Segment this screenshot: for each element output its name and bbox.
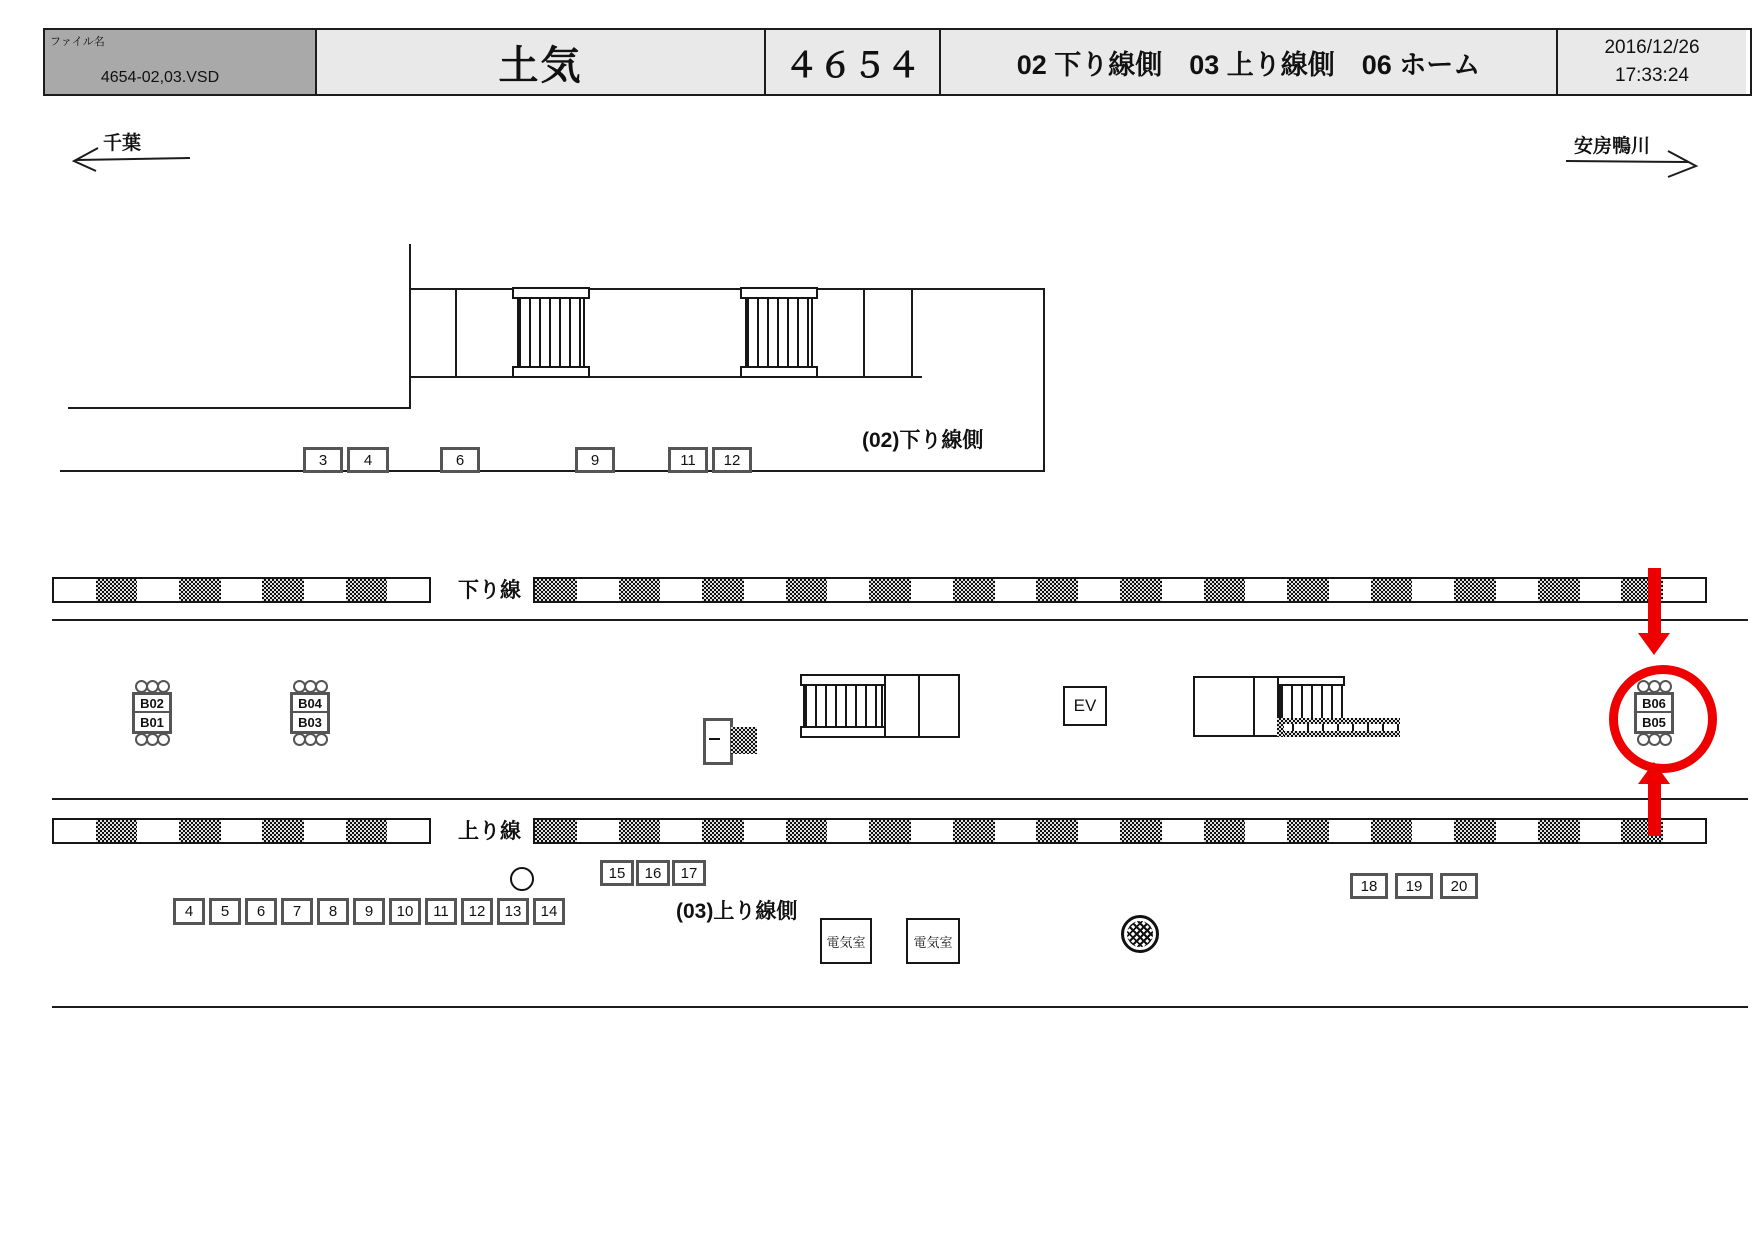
track-segment — [54, 820, 96, 842]
track-segment — [221, 579, 263, 601]
track-segment — [744, 820, 786, 842]
direction-label-right: 安房鴨川 — [1574, 136, 1651, 157]
position-box-p14: 14 — [533, 898, 565, 925]
right-arrow-icon — [1562, 128, 1712, 178]
manhole-icon — [1121, 915, 1159, 953]
building-stairs-2 — [740, 287, 818, 378]
hatched-block — [731, 727, 757, 754]
bench-label: B05 — [1642, 714, 1666, 730]
track-segment — [702, 820, 744, 842]
bench-label: B06 — [1637, 695, 1671, 713]
track-segment — [1287, 579, 1329, 601]
down-track-right — [533, 577, 1707, 603]
track-segment — [1663, 579, 1705, 601]
track-segment — [96, 820, 138, 842]
up-track-right — [533, 818, 1707, 844]
position-box-p4: 4 — [173, 898, 205, 925]
track-segment — [1663, 820, 1705, 842]
highlight-arrow-up-shaft — [1648, 783, 1661, 836]
position-box-row-4-14 — [173, 898, 565, 925]
track-segment — [660, 579, 702, 601]
track-segment — [304, 579, 346, 601]
station-name: 土気 — [317, 30, 766, 94]
track-segment — [1036, 820, 1078, 842]
track-segment — [1162, 579, 1204, 601]
track-segment — [619, 579, 661, 601]
timestamp — [1558, 30, 1746, 94]
track-segment — [346, 820, 388, 842]
door-box — [703, 718, 733, 765]
track-segment — [995, 820, 1037, 842]
sheet-titles: 02 下り線側 03 上り線側 06 ホーム — [941, 30, 1558, 94]
bench-b05-b06 — [1634, 680, 1674, 746]
seat-circle — [315, 680, 328, 693]
track-segment — [786, 820, 828, 842]
position-box-p5: 5 — [209, 898, 241, 925]
elevator-box: EV — [1063, 686, 1107, 726]
track-segment — [577, 579, 619, 601]
track-segment — [1371, 579, 1413, 601]
track-segment — [1496, 820, 1538, 842]
position-box-15: 15 — [600, 860, 634, 886]
highlight-arrow-down-icon — [1638, 633, 1670, 655]
title-block — [43, 28, 1752, 96]
highlight-arrow-down-shaft — [1648, 568, 1661, 634]
track-segment — [1580, 820, 1622, 842]
bench-b03-b04 — [290, 680, 330, 746]
bench-label: B02 — [135, 695, 169, 713]
track-segment — [619, 820, 661, 842]
track-segment — [869, 820, 911, 842]
track-segment — [1120, 579, 1162, 601]
area-label-down-side: (02)下り線側 — [862, 429, 984, 452]
track-segment — [1538, 820, 1580, 842]
track-segment — [1371, 820, 1413, 842]
track-segment — [535, 820, 577, 842]
track-segment — [1204, 820, 1246, 842]
position-box-p13: 13 — [497, 898, 529, 925]
track-segment — [1036, 579, 1078, 601]
track-segment — [1120, 820, 1162, 842]
track-segment — [1412, 579, 1454, 601]
position-box-9: 9 — [575, 447, 615, 473]
area-label-up-side: (03)上り線側 — [676, 900, 798, 923]
track-segment — [1162, 820, 1204, 842]
seat-circle — [157, 733, 170, 746]
direction-label-left: 千葉 — [103, 133, 142, 154]
track-segment — [953, 820, 995, 842]
position-box-p6: 6 — [245, 898, 277, 925]
file-name: 4654-02,03.VSD — [100, 69, 220, 86]
track-segment — [1204, 579, 1246, 601]
position-box-p7: 7 — [281, 898, 313, 925]
track-segment — [827, 579, 869, 601]
bench-label: B04 — [293, 695, 327, 713]
seat-circle — [315, 733, 328, 746]
position-box-p10: 10 — [389, 898, 421, 925]
track-segment — [137, 579, 179, 601]
track-segment — [911, 820, 953, 842]
position-box-6: 6 — [440, 447, 480, 473]
time: 17:33:24 — [1615, 65, 1689, 86]
track-segment — [346, 579, 388, 601]
track-segment — [1496, 579, 1538, 601]
file-name-cell — [45, 30, 317, 94]
track-segment — [1245, 579, 1287, 601]
track-segment — [744, 579, 786, 601]
track-segment — [1580, 579, 1622, 601]
track-segment — [1078, 820, 1120, 842]
track-segment — [179, 820, 221, 842]
escalator — [1277, 718, 1400, 737]
track-segment — [221, 820, 263, 842]
seat-circle — [1659, 733, 1672, 746]
date: 2016/12/26 — [1604, 37, 1700, 59]
position-box-20: 20 — [1440, 873, 1478, 899]
track-segment — [304, 820, 346, 842]
track-segment — [786, 579, 828, 601]
position-box-row-18-20 — [1350, 873, 1478, 899]
position-box-p12: 12 — [461, 898, 493, 925]
track-segment — [179, 579, 221, 601]
position-box-p9: 9 — [353, 898, 385, 925]
track-segment — [911, 579, 953, 601]
electric-room-2: 電気室 — [906, 918, 960, 964]
up-track-left — [52, 818, 431, 844]
down-track-left — [52, 577, 431, 603]
track-segment — [1078, 579, 1120, 601]
track-segment — [262, 820, 304, 842]
file-label: ファイル名 — [50, 36, 105, 48]
track-label-up: 上り線 — [458, 820, 521, 843]
track-segment — [827, 820, 869, 842]
building-stairs-1 — [512, 287, 590, 378]
bench-label: B03 — [298, 714, 322, 730]
position-box-p8: 8 — [317, 898, 349, 925]
diagram-number: ４６５４ — [766, 30, 941, 94]
platform-edge-line-top — [52, 619, 1748, 621]
seat-circle — [157, 680, 170, 693]
track-segment — [96, 579, 138, 601]
pole-circle — [510, 867, 534, 891]
platform-stairs-center — [800, 674, 960, 738]
position-box-3: 3 — [303, 447, 343, 473]
track-segment — [869, 579, 911, 601]
bottom-boundary-line — [52, 1006, 1748, 1008]
track-segment — [1329, 579, 1371, 601]
position-box-19: 19 — [1395, 873, 1433, 899]
track-segment — [535, 579, 577, 601]
track-segment — [137, 820, 179, 842]
track-segment — [1538, 579, 1580, 601]
track-segment — [387, 579, 429, 601]
position-box-12: 12 — [712, 447, 752, 473]
highlight-arrow-up-icon — [1638, 762, 1670, 784]
platform-edge-line-bottom — [52, 798, 1748, 800]
track-segment — [702, 579, 744, 601]
track-segment — [54, 579, 96, 601]
track-label-down: 下り線 — [458, 579, 521, 602]
track-segment — [1412, 820, 1454, 842]
left-arrow-icon — [62, 128, 202, 173]
track-segment — [1245, 820, 1287, 842]
track-segment — [995, 579, 1037, 601]
position-box-row-15-17 — [600, 860, 706, 886]
track-segment — [387, 820, 429, 842]
track-segment — [1454, 820, 1496, 842]
seat-circle — [1659, 680, 1672, 693]
track-segment — [953, 579, 995, 601]
position-box-4: 4 — [347, 447, 389, 473]
platform-stairs-right — [1193, 676, 1403, 738]
position-box-p11: 11 — [425, 898, 457, 925]
position-box-16: 16 — [636, 860, 670, 886]
position-box-11: 11 — [668, 447, 708, 473]
track-segment — [262, 579, 304, 601]
bench-b01-b02 — [132, 680, 172, 746]
track-segment — [660, 820, 702, 842]
position-box-18: 18 — [1350, 873, 1388, 899]
track-segment — [1287, 820, 1329, 842]
track-segment — [1329, 820, 1371, 842]
position-box-17: 17 — [672, 860, 706, 886]
track-segment — [1454, 579, 1496, 601]
track-segment — [577, 820, 619, 842]
bench-label: B01 — [140, 714, 164, 730]
electric-room-1: 電気室 — [820, 918, 872, 964]
